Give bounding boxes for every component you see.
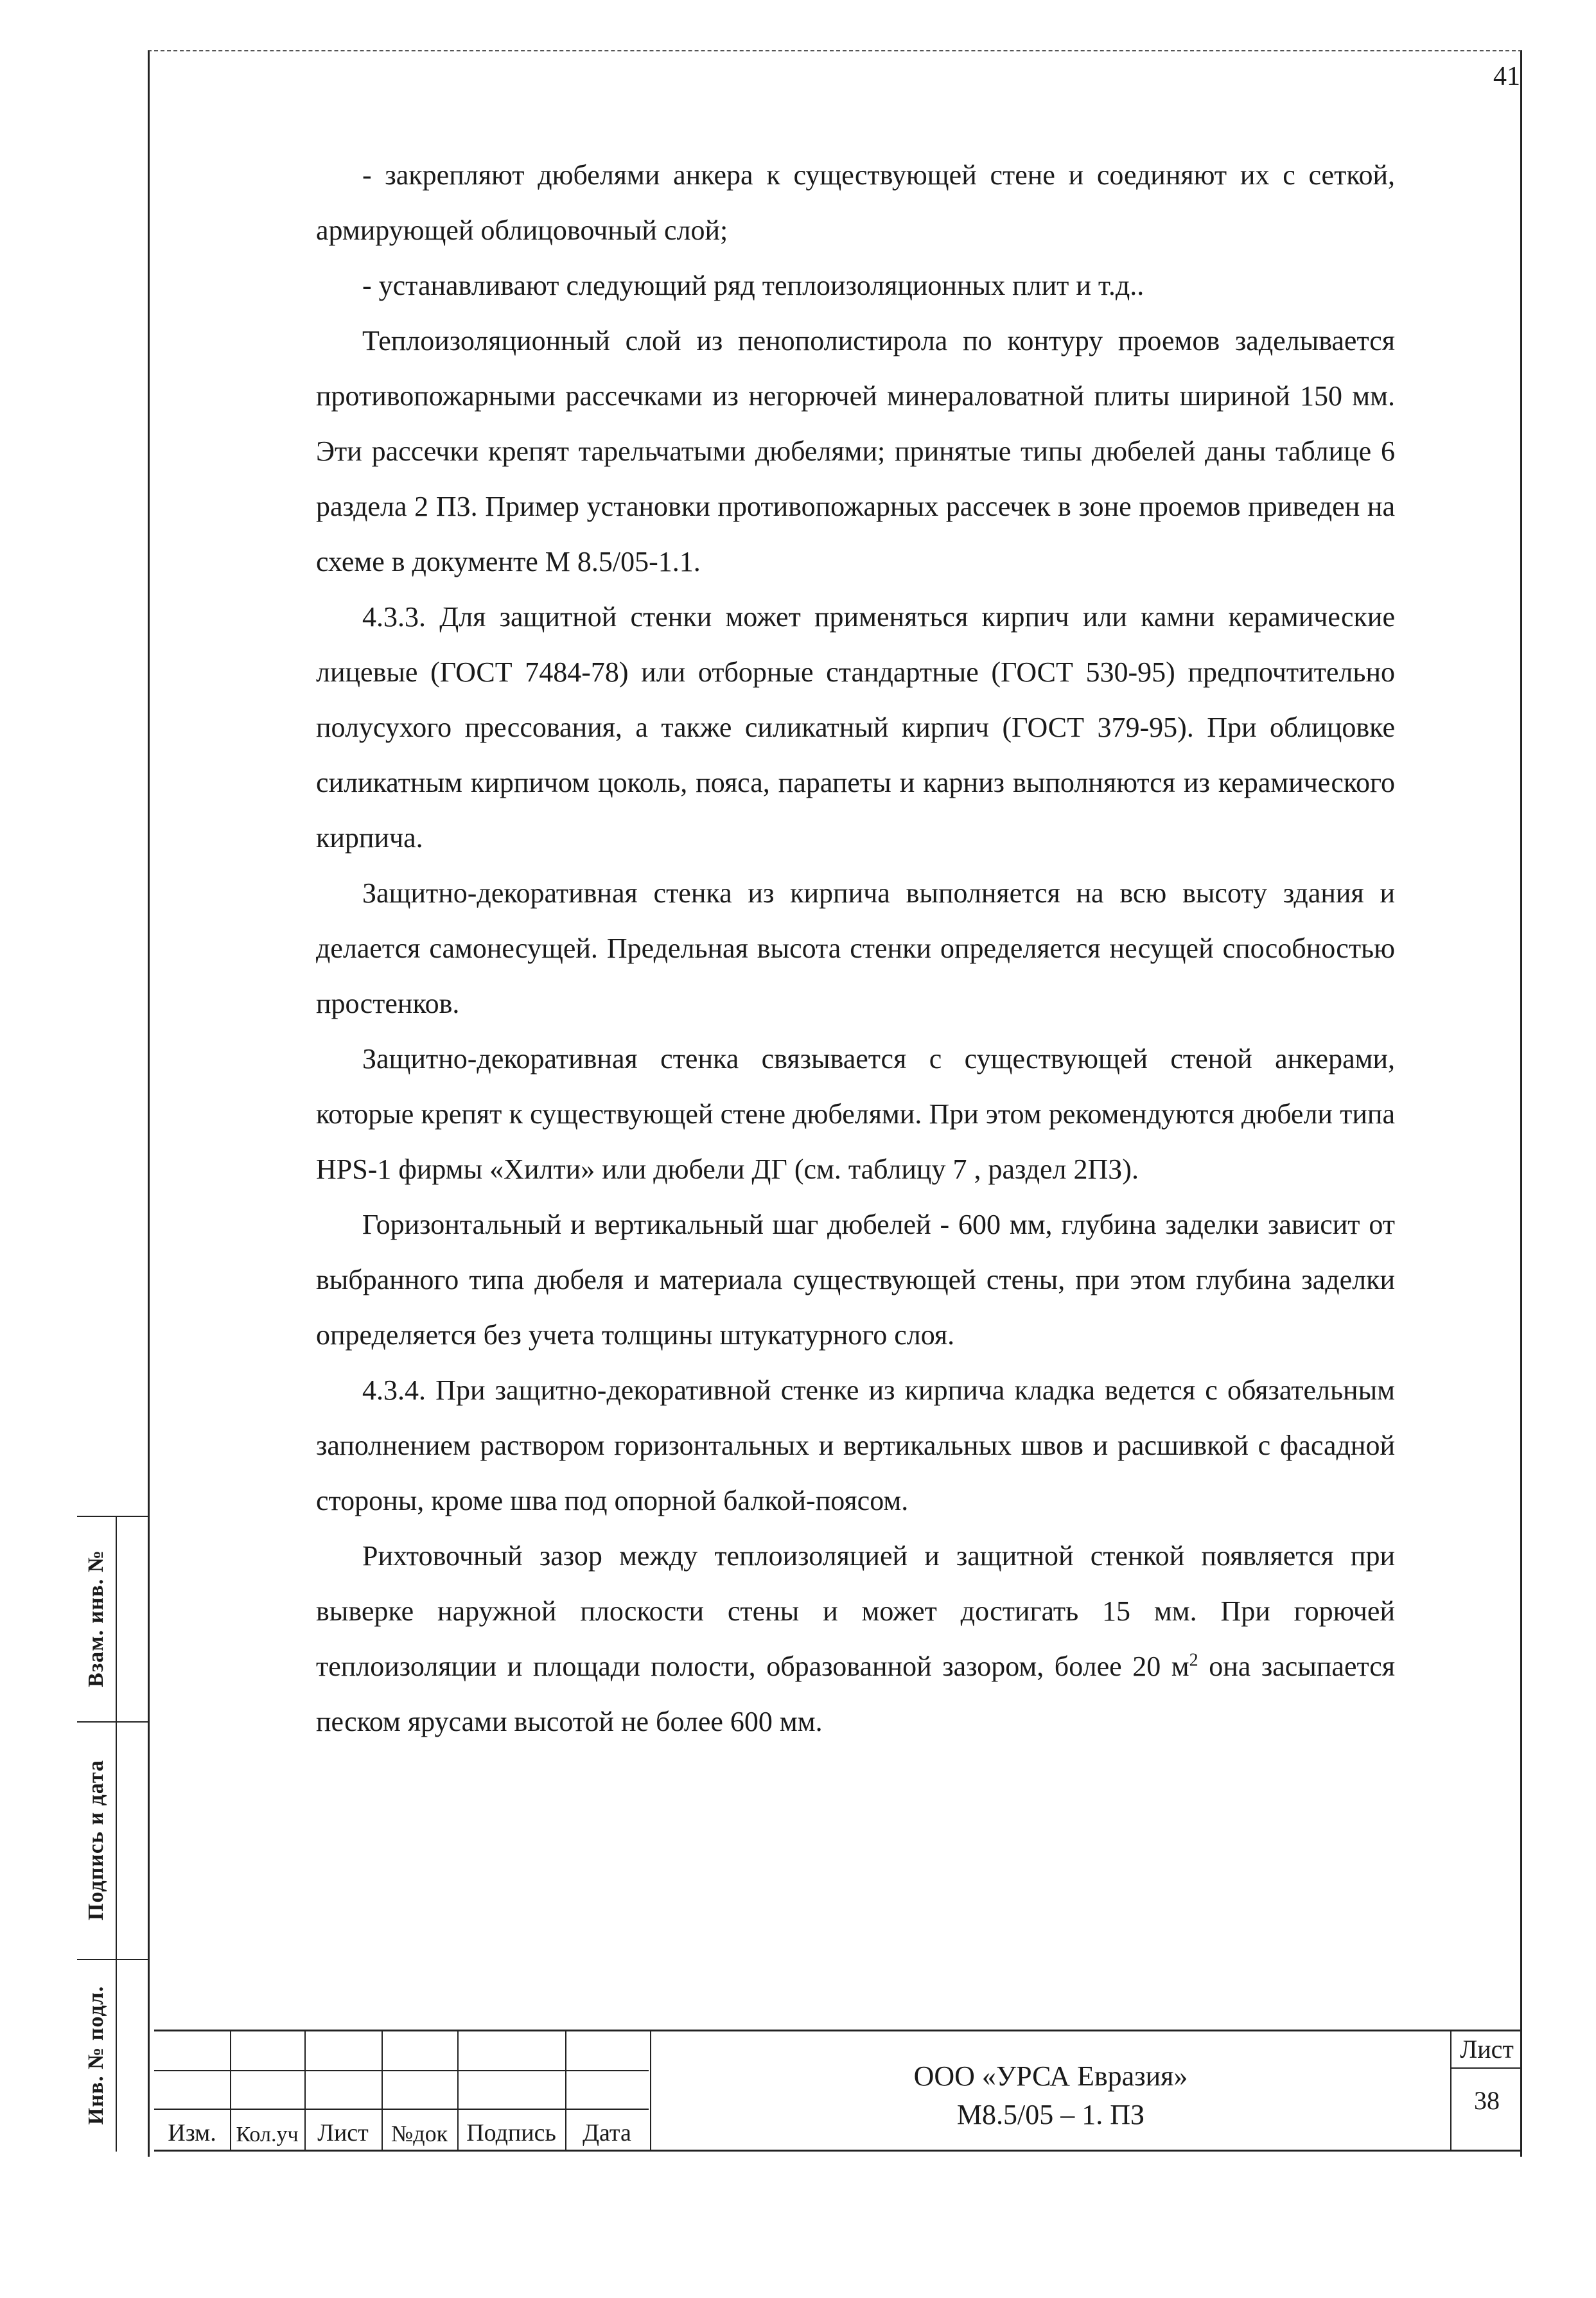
margin-cell-replaced xyxy=(77,1516,116,1721)
col-izm: Изм. xyxy=(168,2119,216,2146)
paragraph-3: Теплоизоляционный слой из пенополистирола по контуру проемов заделывается противопожарными рассечками из негорючей минераловатной плиты шириной 150 мм. Эти рассечки крепят тарельчатыми дюбелями; принятые типы дюбелей даны таблице 6 раздела 2 ПЗ. Пример установки противопожарных рассечек в зоне проемов приведен на схеме в документе М 8.5/05-1.1. xyxy=(316,325,1395,577)
title-block xyxy=(154,2030,1522,2152)
paragraph-4: 4.3.3. Для защитной стенки может применяться кирпич или камни керамические лицевые (ГОСТ 7484-78) или отборные стандартные (ГОСТ 530-95) предпочтительно полусухого прессования, а также силикатный кирпич (ГОСТ 379-95). При облицовке силикатным кирпичом цоколь, пояса, парапеты и карниз выполняются из керамического кирпича. xyxy=(316,601,1395,854)
paragraph-1: - закрепляют дюбелями анкера к существующей стене и соединяют их с сеткой, армирующей облицовочный слой; xyxy=(316,159,1395,246)
margin-cell-signature xyxy=(77,1721,116,1959)
paragraph-7: Горизонтальный и вертикальный шаг дюбелей - 600 мм, глубина заделки зависит от выбранного типа дюбеля и материала существующей стены, при этом глубина заделки определяется без учета толщины штукатурного слоя. xyxy=(316,1209,1395,1351)
paragraph-8: 4.3.4. При защитно-декоративной стенке из кирпича кладка ведется с обязательным заполнением раствором горизонтальных и вертикальных швов и расшивкой с фасадной стороны, кроме шва под опорной балкой-поясом. xyxy=(316,1374,1395,1516)
paragraph-9-tail: она засыпается песком ярусами высотой не более 600 мм. xyxy=(316,1651,1396,1737)
revision-grid xyxy=(154,2031,649,2150)
sheet-label: Лист xyxy=(1451,2031,1522,2069)
page-number: 41 xyxy=(1493,62,1520,91)
margin-signature-label: Подпись и дата xyxy=(84,1760,109,1920)
margin-stamp-column xyxy=(77,1516,148,2152)
col-kol-uch: Кол.уч xyxy=(236,2123,299,2146)
grid-hline xyxy=(154,2109,649,2110)
margin-line xyxy=(116,1516,117,2152)
paragraph-9-text: Рихтовочный зазор между теплоизоляцией и защитной стенкой появляется при выверке наружной плоскости стены и может достигать 15 мм. При горючей теплоизоляции и площади полости, образованной зазором, более 20 м xyxy=(316,1540,1395,1682)
organization-name: ООО «УРСА Евразия» xyxy=(913,2060,1188,2092)
margin-cell-inventory xyxy=(77,1959,116,2152)
document-code: М8.5/05 – 1. ПЗ xyxy=(956,2099,1145,2130)
sheet-box xyxy=(1450,2031,1522,2150)
grid-hline xyxy=(154,2070,649,2071)
paragraph-6: Защитно-декоративная стенка связывается с существующей стеной анкерами, которые крепят к существующей стене дюбелями. При этом рекомендуются дюбели типа HPS-1 фирмы «Хилти» или дюбели ДГ (см. таблицу 7 , раздел 2ПЗ). xyxy=(316,1043,1395,1185)
col-ndok: №док xyxy=(390,2121,448,2146)
paragraph-2: - устанавливают следующий ряд теплоизоляционных плит и т.д.. xyxy=(362,270,1144,301)
paragraph-9 xyxy=(316,1529,1395,1750)
margin-inventory-label: Инв. № подл. xyxy=(84,1985,109,2125)
document-body xyxy=(316,148,1395,1750)
margin-replaced-label: Взам. инв. № xyxy=(84,1549,108,1688)
sheet-number: 38 xyxy=(1474,2086,1500,2115)
superscript-2: 2 xyxy=(1189,1650,1198,1671)
paragraph-5: Защитно-декоративная стенка из кирпича выполняется на всю высоту здания и делается самонесущей. Предельная высота стенки определяется несущей способностью простенков. xyxy=(316,877,1395,1019)
title-block-center xyxy=(650,2031,1450,2150)
col-podpis: Подпись xyxy=(466,2119,556,2146)
col-data: Дата xyxy=(583,2119,631,2146)
col-list: Лист xyxy=(317,2119,369,2146)
